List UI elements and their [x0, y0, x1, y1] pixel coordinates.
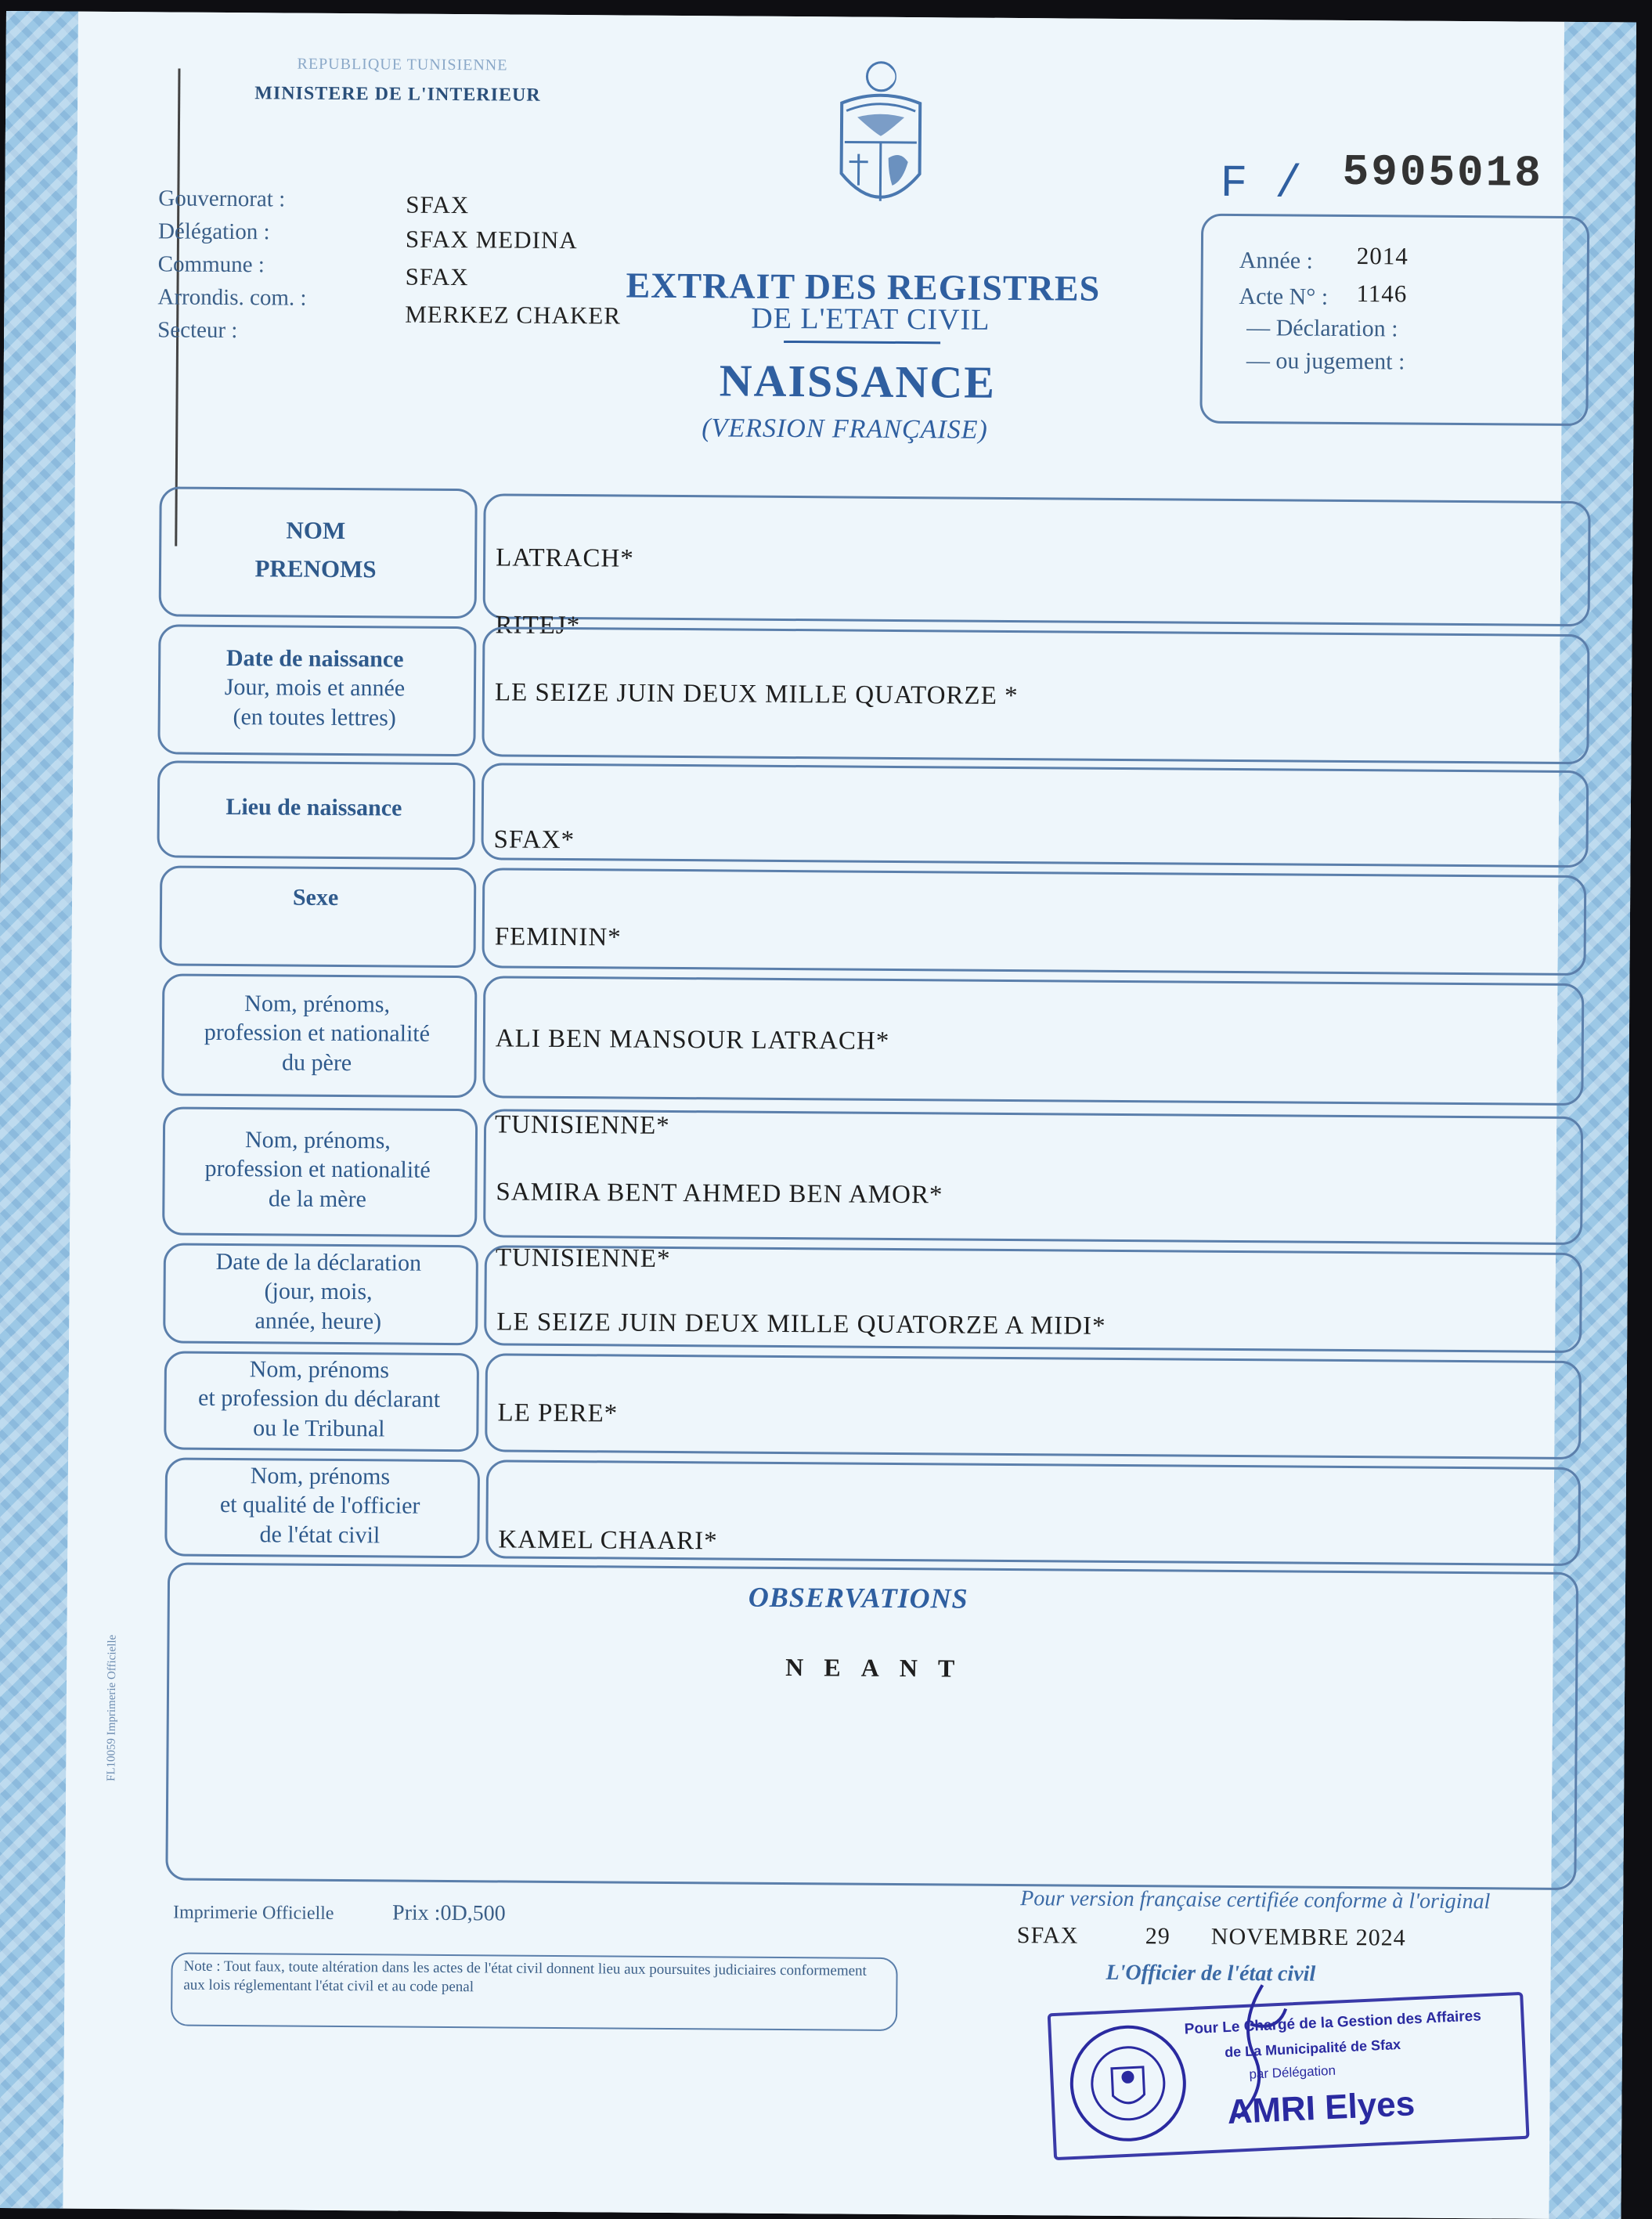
- jugement-label: — ou jugement :: [1246, 348, 1405, 375]
- label-officier-line1: Nom, prénoms: [251, 1461, 391, 1492]
- value-mere: SAMIRA BENT AHMED BEN AMOR*: [496, 1178, 943, 1210]
- annee-value: 2014: [1357, 242, 1409, 270]
- label-date-naissance: [157, 624, 471, 752]
- value-mere-nationalite: TUNISIENNE*: [496, 1243, 671, 1274]
- prix-label: Prix :0D,500: [392, 1901, 506, 1927]
- value-declaration: LE SEIZE JUIN DEUX MILLE QUATORZE A MIDI*: [496, 1308, 1106, 1340]
- label-date-naissance-sub1: Jour, mois et année: [225, 673, 406, 703]
- value-box-declarant: [485, 1353, 1582, 1459]
- value-box-lieu: [481, 763, 1589, 868]
- title-extrait: EXTRAIT DES REGISTRES: [626, 265, 1100, 309]
- label-pere: [161, 973, 472, 1093]
- value-nom: LATRACH*: [496, 543, 634, 573]
- value-officier: KAMEL CHAARI*: [498, 1525, 718, 1556]
- value-box-mere: [483, 1109, 1583, 1245]
- day-value: 29: [1145, 1923, 1170, 1950]
- label-sexe: Sexe: [160, 865, 472, 930]
- label-date-naissance-title: Date de naissance: [226, 644, 404, 674]
- value-pere: ALI BEN MANSOUR LATRACH*: [496, 1024, 890, 1056]
- value-sexe: FEMININ*: [495, 922, 622, 952]
- location-label: Délégation :: [158, 218, 270, 245]
- republic-label: REPUBLIQUE TUNISIENNE: [297, 56, 507, 75]
- title-underline: [784, 341, 940, 344]
- label-nom: NOM: [286, 516, 345, 547]
- location-value: MERKEZ CHAKER: [405, 301, 621, 330]
- municipal-seal-icon: [1059, 2018, 1197, 2149]
- value-date-naissance: LE SEIZE JUIN DEUX MILLE QUATORZE *: [495, 678, 1019, 711]
- label-date-naissance-sub2: (en toutes lettres): [233, 702, 396, 733]
- label-mere-line3: de la mère: [269, 1184, 366, 1214]
- acte-info-box: [1199, 214, 1589, 426]
- observations-title: OBSERVATIONS: [748, 1581, 968, 1615]
- serial-prefix: F /: [1220, 159, 1302, 211]
- document-page: [0, 11, 1636, 2219]
- title-version: (VERSION FRANÇAISE): [702, 413, 988, 446]
- value-lieu: SFAX*: [493, 825, 575, 855]
- title-etat-civil: DE L'ETAT CIVIL: [751, 301, 990, 337]
- label-declarant-line2: et profession du déclarant: [198, 1384, 440, 1415]
- location-label: Secteur :: [157, 317, 237, 344]
- label-declarant: [164, 1351, 474, 1447]
- printer-side-text: FL10059 Imprimerie Officielle: [105, 1635, 119, 1781]
- coat-of-arms-emblem: [810, 56, 952, 229]
- stamp-line3: par Délégation: [1249, 2063, 1336, 2083]
- label-mere-line2: profession et nationalité: [204, 1154, 431, 1185]
- note-text: Note : Tout faux, toute altération dans les actes de l'état civil donnent lieu aux poursuites judiciaires conformement aux lois réglementant l'état civil et au code penal: [183, 1957, 885, 2000]
- officer-title: L'Officier de l'état civil: [1106, 1961, 1315, 1987]
- value-box-nom: [483, 493, 1591, 626]
- label-pere-line1: Nom, prénoms,: [244, 989, 390, 1019]
- city-value: SFAX: [1017, 1922, 1079, 1950]
- value-box-sexe: [482, 868, 1586, 976]
- label-declaration-line3: année, heure): [254, 1306, 381, 1337]
- document-body: [63, 12, 1564, 2219]
- label-nom-prenoms: [159, 486, 473, 614]
- title-naissance: NAISSANCE: [719, 354, 996, 408]
- label-pere-line2: profession et nationalité: [204, 1018, 431, 1049]
- label-declarant-line3: ou le Tribunal: [253, 1413, 385, 1444]
- label-prenoms: PRENOMS: [254, 554, 376, 585]
- label-declaration: [163, 1243, 474, 1340]
- location-label: Commune :: [158, 251, 265, 278]
- label-pere-line3: du père: [282, 1048, 352, 1077]
- declaration-label: — Déclaration :: [1246, 315, 1398, 342]
- label-mere: [162, 1106, 473, 1232]
- observations-value: NEANT: [785, 1653, 975, 1683]
- annee-label: Année :: [1239, 247, 1313, 275]
- value-declarant: LE PERE*: [497, 1398, 618, 1428]
- signature-mark: [1207, 1977, 1301, 2127]
- acte-number-label: Acte N° :: [1239, 283, 1328, 311]
- stamp-line1: Pour Le Chargé de la Gestion des Affaires: [1184, 2008, 1481, 2038]
- label-declaration-line1: Date de la déclaration: [216, 1247, 422, 1278]
- location-value: SFAX MEDINA: [406, 226, 578, 255]
- serial-number: 5905018: [1342, 147, 1543, 199]
- value-pere-nationalite: TUNISIENNE*: [495, 1110, 670, 1141]
- label-lieu: Lieu de naissance: [157, 760, 471, 855]
- location-value: SFAX: [406, 263, 469, 292]
- value-prenom: RITEJ*: [495, 611, 580, 640]
- ministry-label: MINISTERE DE L'INTERIEUR: [254, 83, 541, 106]
- imprimerie-label: Imprimerie Officielle: [173, 1903, 334, 1925]
- label-officier: [164, 1457, 475, 1553]
- acte-number-value: 1146: [1356, 280, 1407, 308]
- location-label: Gouvernorat :: [158, 186, 285, 212]
- stamp-name: AMRI Elyes: [1227, 2084, 1416, 2132]
- month-year-value: NOVEMBRE 2024: [1211, 1924, 1406, 1952]
- label-declaration-line2: (jour, mois,: [264, 1277, 372, 1307]
- label-officier-line3: de l'état civil: [259, 1520, 380, 1550]
- location-value: SFAX: [406, 191, 469, 220]
- label-declarant-line1: Nom, prénoms: [250, 1355, 390, 1385]
- label-officier-line2: et qualité de l'officier: [220, 1490, 420, 1521]
- certification-text: Pour version française certifiée conforme à l'original: [1020, 1886, 1490, 1914]
- label-mere-line1: Nom, prénoms,: [245, 1125, 391, 1156]
- location-label: Arrondis. com. :: [157, 284, 306, 311]
- stamp-line2: de La Municipalité de Sfax: [1225, 2037, 1401, 2061]
